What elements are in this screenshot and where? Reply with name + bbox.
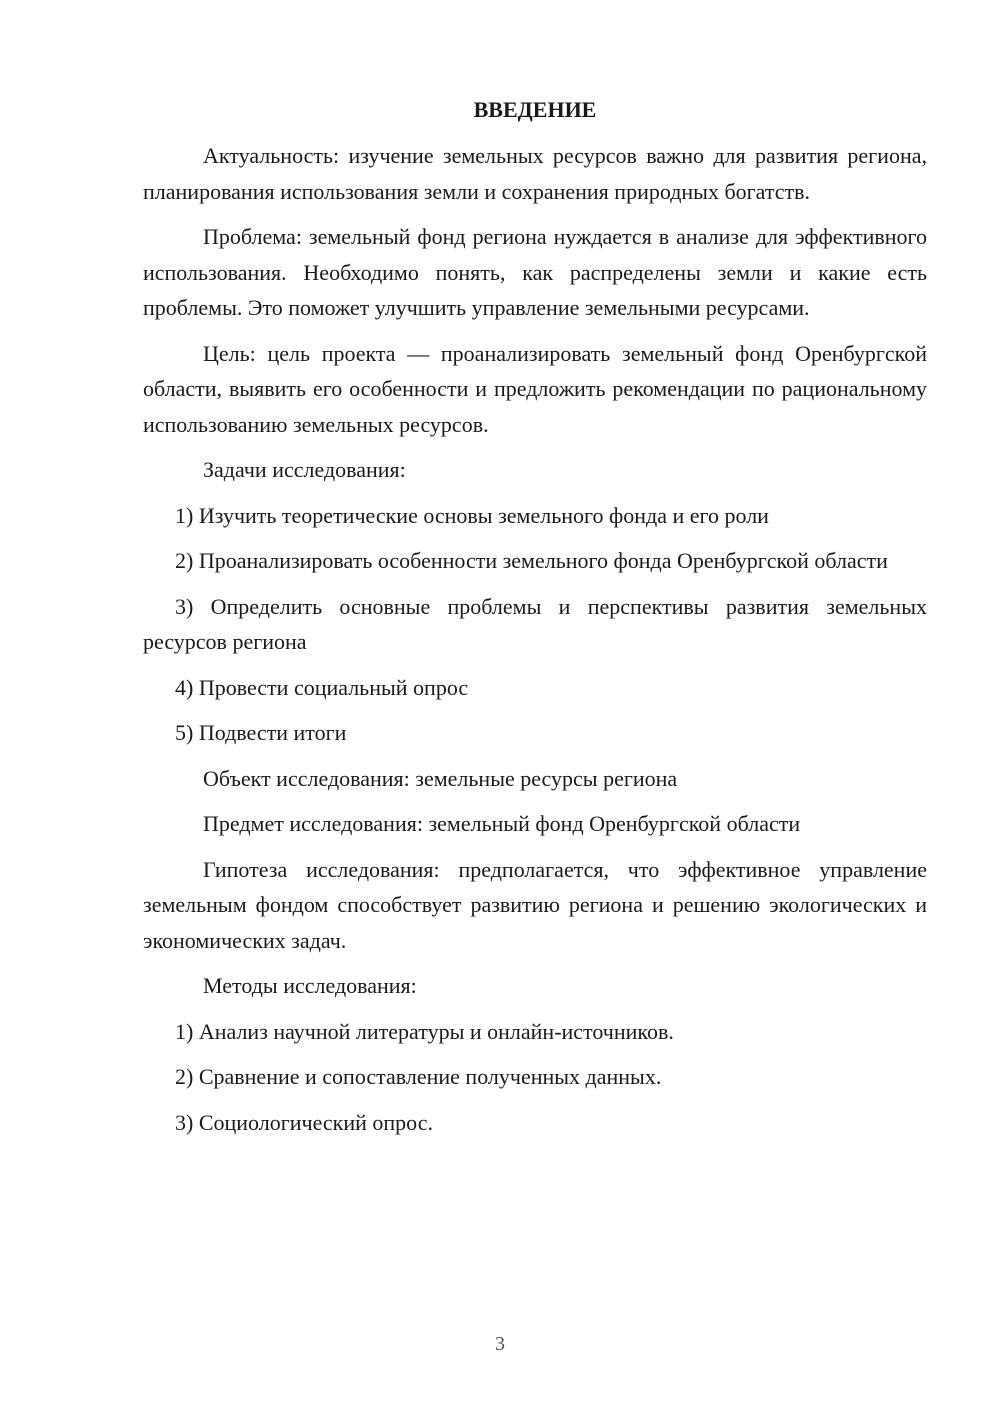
relevance-paragraph: Актуальность: изучение земельных ресурсов важно для развития региона, планирования использования земли и сохранения природных богатств. — [143, 143, 927, 204]
method-item: 3) Социологический опрос. — [175, 1109, 433, 1135]
page-title: ВВЕДЕНИЕ — [473, 97, 597, 122]
task-item: 5) Подвести итоги — [175, 720, 347, 745]
methods-heading: Методы исследования: — [203, 973, 417, 998]
task-item: 2) Проанализировать особенности земельного фонда Оренбургской области — [175, 548, 888, 573]
goal-paragraph: Цель: цель проекта — проанализировать земельный фонд Оренбургской области, выявить его особенности и предложить рекомендации по рациональному использованию земельных ресурсов. — [143, 340, 927, 437]
page-number: 3 — [495, 1333, 505, 1355]
method-item: 1) Анализ научной литературы и онлайн-источников. — [175, 1018, 674, 1044]
problem-paragraph: Проблема: земельный фонд региона нуждается в анализе для эффективного использования. Необходимо понять, как распределены земли и какие есть проблемы. Это поможет улучшить управление земельными ресурсами. — [143, 224, 927, 320]
object-paragraph: Объект исследования: земельные ресурсы региона — [203, 765, 678, 791]
task-item: 3) Определить основные проблемы и перспективы развития земельных ресурсов региона — [143, 593, 927, 654]
task-item: 4) Провести социальный опрос — [175, 674, 469, 700]
task-item: 1) Изучить теоретические основы земельного фонда и его роли — [175, 502, 769, 528]
document-page — [143, 92, 927, 1150]
subject-paragraph: Предмет исследования: земельный фонд Оренбургской области — [203, 811, 801, 836]
tasks-heading: Задачи исследования: — [203, 457, 406, 482]
hypothesis-paragraph: Гипотеза исследования: предполагается, что эффективное управление земельным фондом способствует развитию региона и решению экологических и экономических задач. — [143, 856, 927, 953]
method-item: 2) Сравнение и сопоставление полученных данных. — [175, 1064, 662, 1089]
